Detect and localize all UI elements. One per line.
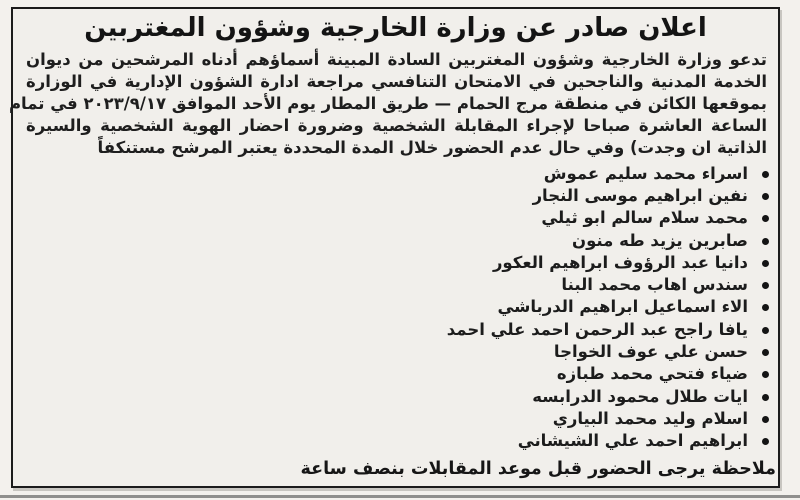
candidate-name: نفين ابراهيم موسى النجار — [532, 185, 748, 205]
footer-note: ملاحظة يرجى الحضور قبل موعد المقابلات بنصف ساعة — [300, 458, 776, 479]
list-item — [13, 385, 769, 407]
list-item — [13, 251, 769, 273]
bullet-icon — [762, 282, 769, 289]
candidate-name-list — [13, 162, 769, 452]
announcement-body — [8, 49, 767, 159]
bullet-icon — [762, 438, 769, 445]
announcement-title: اعلان صادر عن وزارة الخارجية وشؤون المغتربين — [84, 13, 707, 43]
candidate-name: اسراء محمد سليم عموش — [543, 163, 748, 183]
body-line: الذاتية ان وجدت) وفي حال عدم الحضور خلال المدة المحددة يعتبر المرشح مستنكفاً — [97, 138, 767, 157]
bullet-icon — [762, 327, 769, 334]
body-line: الخدمة المدنية والناجحين في الامتحان التنافسي مراجعة ادارة الشؤون الإدارية في الوزارة — [26, 72, 767, 91]
list-item — [13, 162, 769, 184]
announcement-frame — [8, 7, 780, 488]
body-line: بموقعها الكائن في منطقة مرج الحمام — طريق المطار يوم الأحد الموافق ٢٠٢٣/٩/١٧ في تمام — [8, 94, 767, 113]
candidate-name: يافا راجح عبد الرحمن احمد علي احمد — [446, 319, 748, 339]
list-item — [13, 296, 769, 318]
bullet-icon — [762, 215, 769, 222]
bullet-icon — [762, 238, 769, 245]
candidate-name: سندس اهاب محمد البنا — [561, 275, 748, 295]
bullet-icon — [762, 304, 769, 311]
bullet-icon — [762, 193, 769, 200]
candidate-name: ابراهيم احمد علي الشيشاني — [517, 431, 748, 451]
candidate-name: حسن علي عوف الخواجا — [553, 342, 748, 362]
list-item — [13, 363, 769, 385]
list-item — [13, 430, 769, 452]
candidate-name: محمد سلام سالم ابو ثيلي — [541, 208, 748, 228]
body-line: الساعة العاشرة صباحا لإجراء المقابلة الشخصية وضرورة احضار الهوية الشخصية والسيرة — [26, 116, 767, 135]
candidate-name: اسلام وليد محمد البياري — [552, 408, 748, 428]
list-item — [13, 229, 769, 251]
candidate-name: ايات طلال محمود الدرابسه — [532, 386, 748, 406]
candidate-name: ضياء فتحي محمد طبازه — [556, 364, 748, 384]
candidate-name: الاء اسماعيل ابراهيم الدرباشي — [497, 297, 748, 317]
bullet-icon — [762, 260, 769, 267]
bullet-icon — [762, 349, 769, 356]
bullet-icon — [762, 416, 769, 423]
bullet-icon — [762, 371, 769, 378]
scan-edge-shadow — [0, 495, 800, 498]
bullet-icon — [762, 171, 769, 178]
list-item — [13, 207, 769, 229]
body-line: تدعو وزارة الخارجية وشؤون المغتربين السادة المبينة أسماؤهم أدناه المرشحين من ديوان — [26, 50, 767, 69]
list-item — [13, 340, 769, 362]
candidate-name: صابرين يزيد طه منون — [572, 230, 748, 250]
list-item — [13, 184, 769, 206]
list-item — [13, 273, 769, 295]
candidate-name: دانيا عبد الرؤوف ابراهيم العكور — [492, 252, 748, 272]
bullet-icon — [762, 394, 769, 401]
list-item — [13, 318, 769, 340]
list-item — [13, 407, 769, 429]
